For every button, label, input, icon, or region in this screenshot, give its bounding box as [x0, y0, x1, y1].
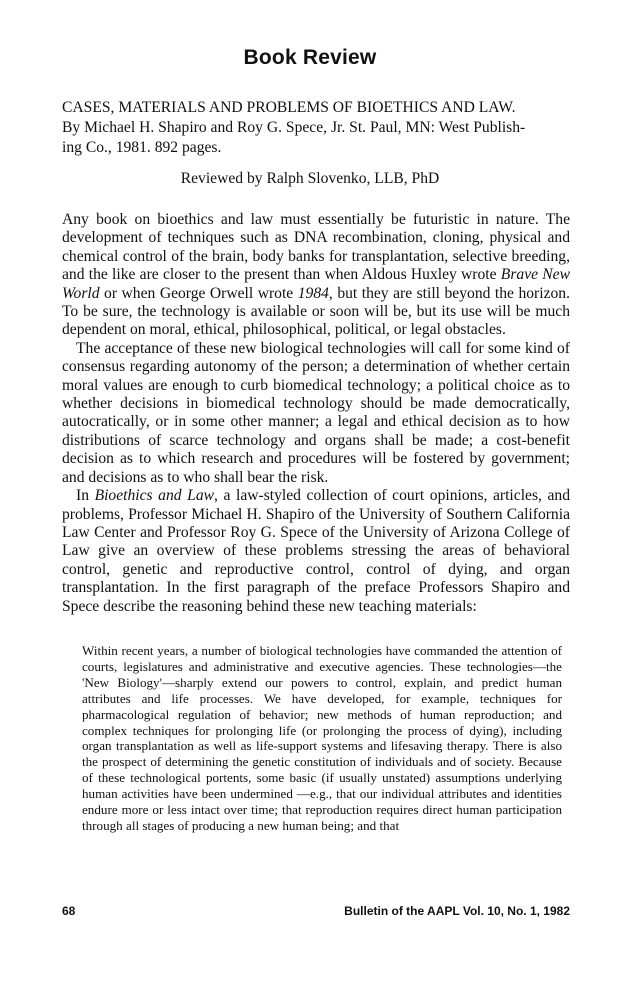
- page-number: 68: [62, 904, 76, 918]
- book-title-brave-new-world: Brave New World: [62, 266, 570, 302]
- citation-line-2: By Michael H. Shapiro and Roy G. Spece, Jr. St. Paul, MN: West Publish-: [62, 119, 526, 136]
- paragraph-3: [62, 487, 570, 616]
- citation-line-3: ing Co., 1981. 892 pages.: [62, 139, 222, 156]
- book-title-bioethics-and-law: Bioethics and Law: [94, 487, 215, 505]
- block-quote: [82, 643, 562, 834]
- paragraph-1-text-b: or when George Orwell wrote: [99, 284, 298, 302]
- paragraph-1-text-a: Any book on bioethics and law must essentially be futuristic in nature. The development of techniques such as DNA recombination, cloning, physical and chemical control of the brain, body banks for transplantation, selective breeding, and the like are closer to the present than when Aldous Huxley wrote: [62, 211, 570, 284]
- journal-footer: Bulletin of the AAPL Vol. 10, No. 1, 1982: [344, 904, 570, 918]
- paragraph-2: The acceptance of these new biological technologies will call for some kind of consensus regarding autonomy of the person; a determination of whether certain moral values are enough to curb biomedical technology; a political choice as to whether decisions in biomedical technology should be made democratically, autocratically, or in some other manner; a legal and ethical decision as to how distributions of scarce technology and organs shall be made; a cost-benefit decision as to which research and procedures will be fostered by government; and decisions as to who shall bear the risk.: [62, 339, 570, 486]
- paragraph-1: [62, 211, 570, 340]
- book-title-1984: 1984: [297, 284, 329, 302]
- reviewer-byline: Reviewed by Ralph Slovenko, LLB, PhD: [180, 170, 440, 187]
- paragraph-1-text-c: , but they are still beyond the horizon. To be sure, the technology is available or soon will be, but its use will be much dependent on moral, ethical, philosophical, political, or legal obstacles.: [62, 284, 570, 339]
- paragraph-3-text-a: In: [76, 487, 95, 505]
- book-citation: [62, 98, 570, 158]
- page-title: Book Review: [243, 46, 377, 69]
- review-body: [62, 211, 570, 616]
- citation-line-1: CASES, MATERIALS AND PROBLEMS OF BIOETHICS AND LAW.: [62, 99, 516, 116]
- paragraph-3-text-b: , a law-styled collection of court opinions, articles, and problems, Professor Michael H. Shapiro of the University of Southern California Law Center and Professor Roy G. Spece of the University of Arizona College of Law give an overview of these problems stressing the areas of behavioral control, genetic and reproductive control, control of dying, and organ transplantation. In the first paragraph of the preface Professors Shapiro and Spece describe the reasoning behind these new teaching materials:: [62, 487, 571, 615]
- quote-text: Within recent years, a number of biological technologies have commanded the attention of courts, legislatures and administrative and executive agencies. These technologies—the 'New Biology'—sharply extend our powers to control, explain, and predict human attributes and life processes. We have developed, for example, techniques for pharmacological regulation of behavior; new methods of human reproduction; and complex techniques for prolonging life (or prolonging the process of dying), including organ transplantation as well as life-support systems and lifesaving therapy. There is also the prospect of determining the genetic constitution of individuals and of society. Because of these technological portents, some basic (if usually unstated) assumptions underlying human activities have been undermined —e.g., that our individual attributes and identities endure more or less intact over time; that reproduction requires direct human participation through all stages of producing a new human being; and that: [82, 643, 562, 833]
